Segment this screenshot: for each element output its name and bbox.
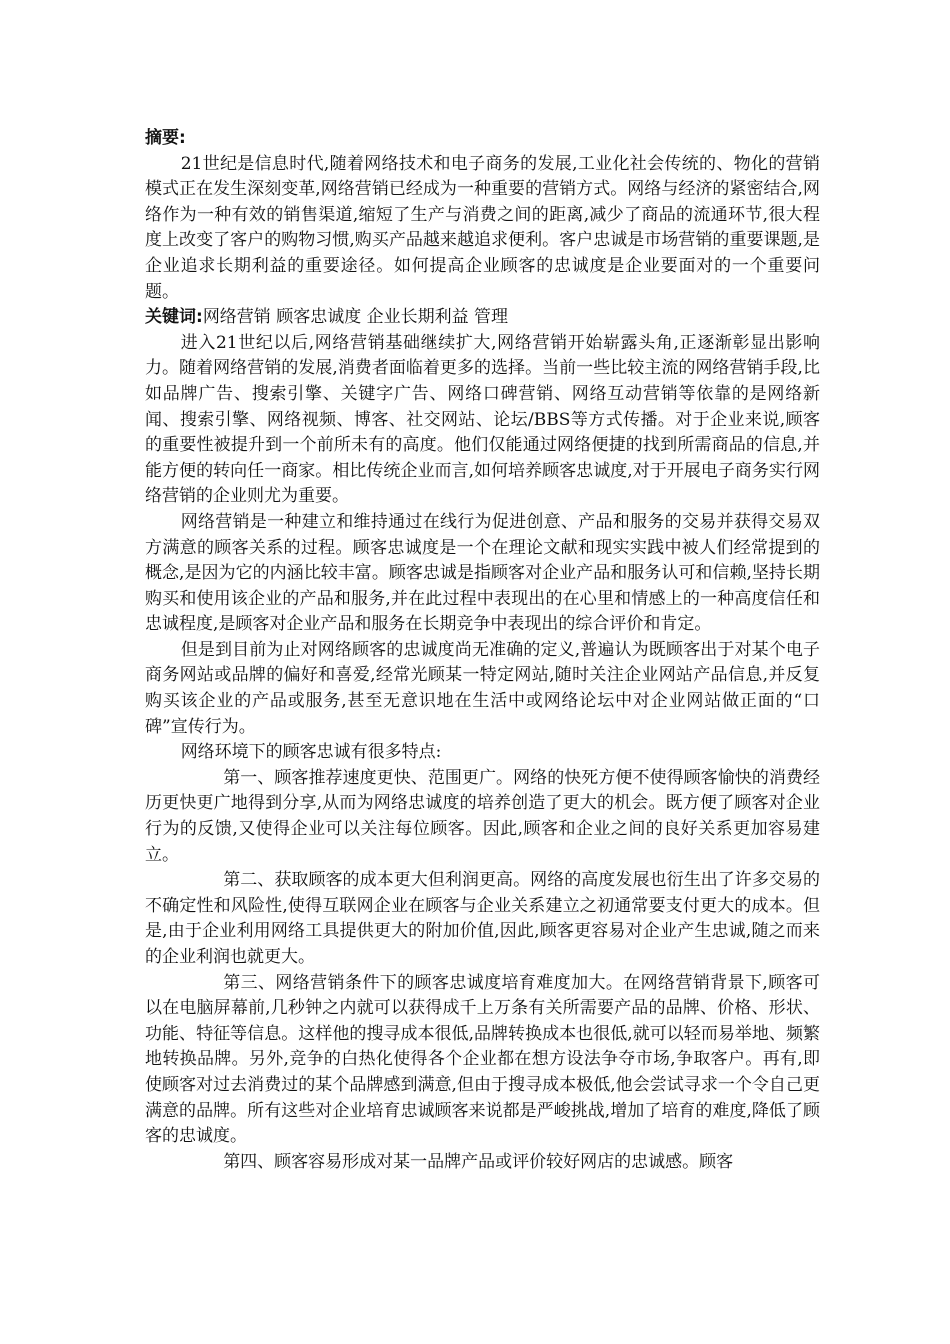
feature-point-3: 第三、网络营销条件下的顾客忠诚度培育难度加大。在网络营销背景下,顾客可以在电脑屏幕前,几秒钟之内就可以获得成千上万条有关所需要产品的品牌、价格、形状、功能、特征等信息。这样他的搜寻成本很低,品牌转换成本也很低,就可以轻而易举地、频繁地转换品牌。另外,竞争的白热化使得各个企业都在想方设法争夺市场,争取客户。再有,即使顾客对过去消费过的某个品牌感到满意,但由于搜寻成本极低,他会尝试寻求一个令自己更满意的品牌。所有这些对企业培育忠诚顾客来说都是严峻挑战,增加了培育的难度,降低了顾客的忠诚度。 [145, 972, 820, 1147]
feature-point-2: 第二、获取顾客的成本更大但利润更高。网络的高度发展也衍生出了许多交易的不确定性和风险性,使得互联网企业在顾客与企业关系建立之初通常要支付更大的成本。但是,由于企业利用网络工具提供更大的附加价值,因此,顾客更容易对企业产生忠诚,随之而来的企业利润也就更大。 [145, 870, 820, 967]
body-paragraph-3: 但是到目前为止对网络顾客的忠诚度尚无准确的定义,普遍认为既顾客出于对某个电子商务网站或品牌的偏好和喜爱,经常光顾某一特定网站,随时关注企业网站产品信息,并反复购买该企业的产品或服务,甚至无意识地在生活中或网络论坛中对企业网站做正面的“口碑”宣传行为。 [145, 639, 820, 737]
abstract-body: 21世纪是信息时代,随着网络技术和电子商务的发展,工业化社会传统的、物化的营销模式正在发生深刻变革,网络营销已经成为一种重要的营销方式。网络与经济的紧密结合,网络作为一种有效的销售渠道,缩短了生产与消费之间的距离,减少了商品的流通环节,很大程度上改变了客户的购物习惯,购买产品越来越追求便利。客户忠诚是市场营销的重要课题,是企业追求长期利益的重要途径。如何提高企业顾客的忠诚度是企业要面对的一个重要问题。 [145, 153, 820, 302]
body-paragraph-4: 网络环境下的顾客忠诚有很多特点: [180, 742, 442, 763]
feature-point-1: 第一、顾客推荐速度更快、范围更广。网络的快死方便不使得顾客愉快的消费经历更快更广地得到分享,从而为网络忠诚度的培养创造了更大的机会。既方便了顾客对企业行为的反馈,又使得企业可以关注每位顾客。因此,顾客和企业之间的良好关系更加容易建立。 [145, 767, 820, 865]
body-paragraph-2: 网络营销是一种建立和维持通过在线行为促进创意、产品和服务的交易并获得交易双方满意的顾客关系的过程。顾客忠诚度是一个在理论文献和现实实践中被人们经常提到的概念,是因为它的内涵比较丰富。顾客忠诚是指顾客对企业产品和服务认可和信赖,坚持长期购买和使用该企业的产品和服务,并在此过程中表现出的在心里和情感上的一种高度信任和忠诚程度,是顾客对企业产品和服务在长期竞争中表现出的综合评价和肯定。 [145, 511, 820, 635]
document-page [145, 126, 820, 1175]
feature-point-4: 第四、顾客容易形成对某一品牌产品或评价较好网店的忠诚感。顾客 [223, 1151, 734, 1172]
abstract-heading: 摘要: [145, 128, 186, 148]
keywords-label: 关键词: [145, 307, 203, 328]
keywords-row [145, 305, 820, 331]
body-paragraph-1: 进入21世纪以后,网络营销基础继续扩大,网络营销开始崭露头角,正逐渐彰显出影响力。随着网络营销的发展,消费者面临着更多的选择。当前一些比较主流的网络营销手段,比如品牌广告、搜索引擎、关键字广告、网络口碑营销、网络互动营销等依靠的是网络新闻、搜索引擎、网络视频、博客、社交网站、论坛/BBS等方式传播。对于企业来说,顾客的重要性被提升到一个前所未有的高度。他们仅能通过网络便捷的找到所需商品的信息,并能方便的转向任一商家。相比传统企业而言,如何培养顾客忠诚度,对于开展电子商务实行网络营销的企业则尤为重要。 [145, 332, 820, 507]
keywords-value: 网络营销 顾客忠诚度 企业长期利益 管理 [202, 307, 509, 328]
